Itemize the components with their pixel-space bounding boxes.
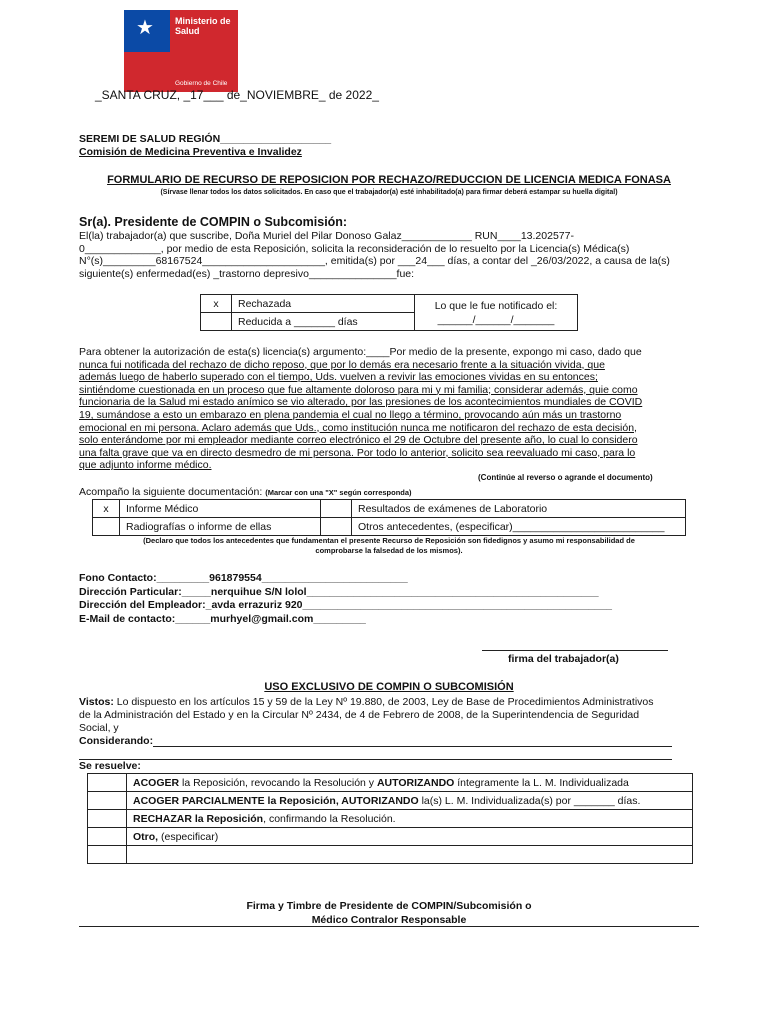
reducida-checkbox[interactable]: [201, 313, 232, 331]
firma-trabajador: firma del trabajador(a): [508, 653, 619, 665]
direccion-label: Dirección Particular:: [79, 585, 182, 598]
rechazada-label: Rechazada: [232, 295, 415, 313]
resolution-table: [87, 773, 693, 864]
vistos-text: de la Administración del Estado y en la Circular Nº 2434, de 4 de Febrero de 2008, de la Superintendencia de Seguridad: [79, 709, 640, 721]
continue-note: (Continúe al reverso o agrande el documento): [478, 473, 653, 482]
argument-line: además luego de haberlo superado con el tiempo, Uds. vuelven a revivir las emociones vividas en su entonces;: [79, 371, 598, 384]
status-table: [200, 294, 578, 331]
option-text: (especificar): [158, 830, 219, 843]
rechazada-checkbox[interactable]: x: [201, 295, 232, 313]
comision-medicina: Comisión de Medicina Preventiva e Invalidez: [79, 146, 302, 158]
compin-title: USO EXCLUSIVO DE COMPIN O SUBCOMISIÓN: [264, 681, 514, 693]
intro-line: El(la) trabajador(a) que suscribe, Doña Muriel del Pilar Donoso Galaz____________ RUN____13.202577-: [79, 230, 574, 242]
doc-item: Resultados de exámenes de Laboratorio: [352, 500, 686, 518]
option-text: la(s) L. M. Individualizada(s) por _______ días.: [418, 794, 641, 807]
option-blank[interactable]: [127, 846, 693, 864]
option-checkbox[interactable]: [88, 846, 127, 864]
direccion-field[interactable]: _____nerquihue S/N lolol__________________________________________________: [181, 585, 599, 598]
doc-item: Informe Médico: [120, 500, 321, 518]
documents-label-text: Acompaño la siguiente documentación:: [79, 486, 263, 498]
argument-line: 19, sumándose a esto un embarazo en plena pandemia el cual no llego a término, provocando aún más un trastorno: [79, 408, 622, 421]
considerando-line: [153, 746, 672, 747]
considerando-label: Considerando:: [79, 735, 154, 747]
vistos-label: Vistos:: [79, 696, 114, 708]
option-text: íntegramente la L. M. Individualizada: [454, 776, 629, 789]
fono-label: Fono Contacto:: [79, 572, 157, 584]
compin-signature: [79, 899, 699, 927]
argument-line: emocional en mi persona. Aclaro además que Uds., como institución nunca me notificaron del rechazo de esta decisión,: [79, 421, 637, 434]
option-rechazar: [127, 810, 693, 828]
email-label: E-Mail de contacto:: [79, 612, 176, 625]
salutation: Sr(a). Presidente de COMPIN o Subcomisión:: [79, 215, 348, 229]
doc-checkbox[interactable]: x: [93, 500, 120, 518]
doc-item: Otros antecedentes, (especificar)__________________________: [352, 518, 686, 536]
doc-checkbox[interactable]: [93, 518, 120, 536]
ministerio-salud-logo: [124, 10, 238, 92]
fono-row: [79, 572, 612, 586]
contact-block: [79, 572, 612, 626]
declaration: [79, 536, 699, 555]
argument-line: sintiéndome cuestionada en un proceso que fue altamente doloroso para mi y mi familia; considerar además, quie como: [79, 383, 638, 396]
argument-line: Para obtener la autorización de esta(s) licencia(s) argumento:____Por medio de la presente, expongo mi caso, dado que: [79, 346, 642, 358]
doc-checkbox[interactable]: [321, 500, 352, 518]
option-checkbox[interactable]: [88, 774, 127, 792]
logo-ministry-text: Ministerio de Salud: [175, 16, 231, 36]
doc-checkbox[interactable]: [321, 518, 352, 536]
signature-line: [482, 650, 668, 651]
argument-paragraph: [79, 346, 699, 472]
option-checkbox[interactable]: [88, 792, 127, 810]
option-acoger-parcial: [127, 792, 693, 810]
documents-label-note: (Marcar con una "X" según corresponda): [265, 488, 412, 497]
argument-line: una falta grave que va en directo desmedro de mi persona. Por todo lo anterior, solicito sea reevaluado mi caso, para lo: [79, 446, 636, 459]
vistos-text: Lo dispuesto en los artículos 15 y 59 de la Ley Nº 19.880, de 2003, Ley de Base de Procedimientos Administrativos: [113, 696, 654, 708]
vistos-text: Social, y: [79, 722, 119, 734]
argument-line: solo enterándome por mi empleador mediante correo electrónico el 29 de Octubre del presente año, lo cual lo considero: [79, 434, 638, 447]
option-acoger: [127, 774, 693, 792]
option-bold: ACOGER PARCIALMENTE la Reposición, AUTORIZANDO: [133, 794, 419, 807]
argument-line: nunca fui notificada del rechazo de dicho reposo, que por lo demás era necesario frente a la situación vivida, que: [79, 358, 605, 371]
declaration-line: (Declaro que todos los antecedentes que fundamentan el presente Recurso de Reposición son fidedignos y asumo mi responsabilidad de: [143, 536, 635, 545]
se-resuelve-label: Se resuelve:: [79, 760, 141, 772]
bottom-rule: [79, 926, 699, 927]
empleador-field[interactable]: _avda errazuriz 920_____________________________________________________: [205, 599, 613, 611]
place-date: _SANTA CRUZ, _17___ de_NOVIEMBRE_ de 2022_: [95, 88, 379, 102]
form-subtitle: (Sírvase llenar todos los datos solicitados. En caso que el trabajador(a) esté inhabilitado(a) para firmar deberá estampar su huella digital): [160, 189, 618, 196]
argument-line: que adjunto informe médico.: [79, 459, 212, 472]
documents-label: [79, 486, 412, 498]
compin-signature-line: Firma y Timbre de Presidente de COMPIN/Subcomisión o: [246, 900, 532, 912]
declaration-line: comprobarse la falsedad de los mismos).: [315, 545, 463, 555]
option-otro: [127, 828, 693, 846]
form-title: FORMULARIO DE RECURSO DE REPOSICION POR RECHAZO/REDUCCION DE LICENCIA MEDICA FONASA: [107, 174, 671, 186]
compin-signature-line: Médico Contralor Responsable: [311, 914, 467, 926]
option-bold: Otro,: [133, 830, 159, 843]
direccion-row: [79, 586, 612, 600]
intro-line: 0_____________, por medio de esta Reposición, solicita la reconsideración de lo resuelto por la Licencia(s) Médica(s): [79, 242, 630, 255]
vistos-paragraph: [79, 696, 699, 735]
documents-table: [92, 499, 686, 536]
intro-line: siguiente(s) enfermedad(es) _trastorno depresivo_______________fue:: [79, 267, 415, 280]
option-bold: ACOGER: [133, 776, 180, 789]
option-text: la Reposición, revocando la Resolución y: [179, 776, 377, 789]
option-text: , confirmando la Resolución.: [263, 812, 396, 825]
option-checkbox[interactable]: [88, 828, 127, 846]
intro-paragraph: [79, 230, 699, 280]
reducida-label: Reducida a _______ días: [232, 313, 415, 331]
option-bold: RECHAZAR la Reposición: [133, 812, 264, 825]
fono-field[interactable]: _________961879554_________________________: [156, 572, 408, 584]
doc-item: Radiografías o informe de ellas: [120, 518, 321, 536]
option-checkbox[interactable]: [88, 810, 127, 828]
email-row: [79, 613, 612, 627]
email-field[interactable]: ______murhyel@gmail.com_________: [175, 612, 366, 625]
logo-government-text: Gobierno de Chile: [175, 80, 228, 87]
intro-line: N°(s)_________68167524_____________________, emitida(s) por ___24___ días, a contar del _26/03/2022, a causa de la(s): [79, 255, 670, 268]
empleador-label: Dirección del Empleador:: [79, 599, 206, 611]
notified-label: Lo que le fue notificado el:: [434, 299, 558, 312]
seremi-region: SEREMI DE SALUD REGIÓN___________________: [79, 133, 332, 145]
notified-date-field[interactable]: ______/______/_______: [437, 313, 555, 326]
option-bold: AUTORIZANDO: [376, 776, 455, 789]
considerando-line-2: [79, 759, 672, 760]
notified-cell: [415, 295, 578, 331]
star-icon: ★: [136, 17, 154, 39]
empleador-row: [79, 599, 612, 613]
argument-line: funcionaria de la Salud mi estado anímico se vio alterado, por las presiones de los acontecimientos mundiales de COVID: [79, 396, 643, 409]
